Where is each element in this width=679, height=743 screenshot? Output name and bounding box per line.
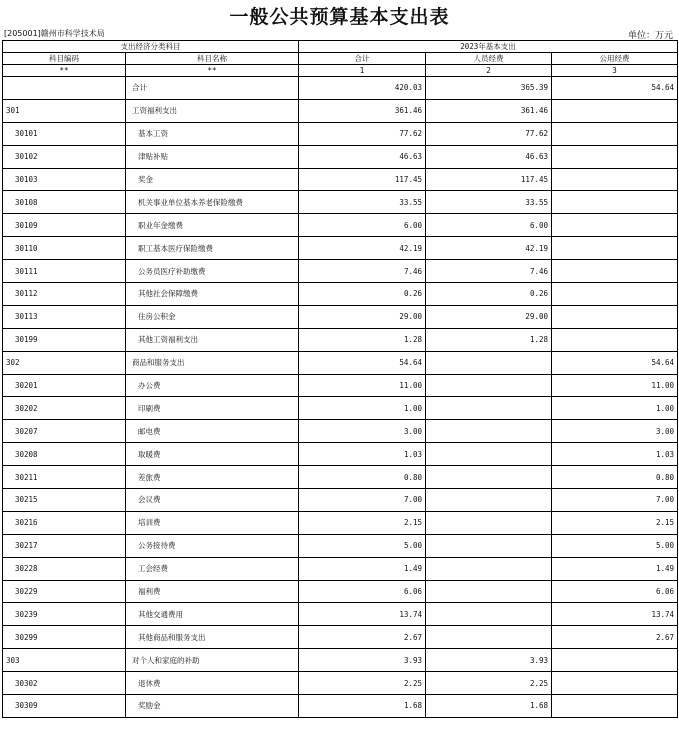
table-row [3,489,678,512]
cell-public: 1.03 [552,443,678,466]
cell-code: 30215 [3,489,126,512]
cell-total: 1.03 [299,443,426,466]
cell-personnel: 33.55 [426,191,552,214]
table-row [3,260,678,283]
cell-total: 1.28 [299,328,426,351]
cell-public [552,99,678,122]
header-group-basic-expenditure: 2023年基本支出 [299,41,678,53]
table-row [3,580,678,603]
cell-personnel [426,420,552,443]
cell-public: 7.00 [552,489,678,512]
cell-code: 30217 [3,534,126,557]
cell-name: 奖励金 [126,695,299,718]
table-row [3,191,678,214]
cell-personnel: 0.26 [426,283,552,306]
cell-name: 培训费 [126,511,299,534]
cell-public [552,649,678,672]
cell-public [552,260,678,283]
cell-personnel [426,397,552,420]
cell-code: 30299 [3,626,126,649]
cell-total: 6.06 [299,580,426,603]
table-row [3,237,678,260]
cell-personnel [426,351,552,374]
cell-personnel: 77.62 [426,122,552,145]
budget-table [2,40,678,718]
cell-public: 1.00 [552,397,678,420]
page-title: 一般公共预算基本支出表 [229,6,450,28]
cell-name: 其他商品和服务支出 [126,626,299,649]
cell-name: 对个人和家庭的补助 [126,649,299,672]
table-row [3,397,678,420]
cell-personnel [426,534,552,557]
cell-personnel: 117.45 [426,168,552,191]
cell-total: 13.74 [299,603,426,626]
cell-public: 0.80 [552,466,678,489]
cell-name: 退休费 [126,672,299,695]
cell-total: 3.93 [299,649,426,672]
cell-public [552,168,678,191]
column-header-personnel: 人员经费 [426,53,552,65]
cell-public: 5.00 [552,534,678,557]
header-group-classification: 支出经济分类科目 [3,41,299,53]
index-total: 1 [299,65,426,77]
cell-name: 工资福利支出 [126,99,299,122]
cell-total: 7.00 [299,489,426,512]
cell-code: 30229 [3,580,126,603]
cell-total: 3.00 [299,420,426,443]
cell-code: 30201 [3,374,126,397]
cell-personnel: 3.93 [426,649,552,672]
table-row [3,626,678,649]
cell-code: 30101 [3,122,126,145]
index-public: 3 [552,65,678,77]
cell-public: 2.67 [552,626,678,649]
cell-public [552,283,678,306]
cell-total: 54.64 [299,351,426,374]
cell-code: 30108 [3,191,126,214]
table-row [3,374,678,397]
cell-total: 2.25 [299,672,426,695]
cell-total: 1.49 [299,557,426,580]
table-row [3,649,678,672]
table-row [3,443,678,466]
table-row [3,328,678,351]
cell-name: 奖金 [126,168,299,191]
cell-name: 会议费 [126,489,299,512]
cell-personnel: 1.68 [426,695,552,718]
cell-code: 30208 [3,443,126,466]
cell-personnel: 2.25 [426,672,552,695]
table-row [3,122,678,145]
table-row [3,511,678,534]
cell-code: 30309 [3,695,126,718]
table-row [3,351,678,374]
table-row [3,305,678,328]
cell-personnel: 6.00 [426,214,552,237]
cell-total: 2.67 [299,626,426,649]
column-header-total: 合计 [299,53,426,65]
column-header-code: 科目编码 [3,53,126,65]
cell-name: 合计 [126,77,299,100]
cell-code [3,77,126,100]
table-row [3,77,678,100]
cell-personnel [426,489,552,512]
cell-public: 3.00 [552,420,678,443]
cell-code: 30109 [3,214,126,237]
index-code: ** [3,65,126,77]
table-row [3,420,678,443]
cell-name: 印刷费 [126,397,299,420]
table-row [3,695,678,718]
table-row [3,603,678,626]
cell-personnel: 361.46 [426,99,552,122]
cell-code: 30111 [3,260,126,283]
cell-personnel [426,443,552,466]
cell-public [552,305,678,328]
cell-total: 420.03 [299,77,426,100]
cell-personnel [426,603,552,626]
cell-public: 54.64 [552,351,678,374]
cell-code: 30102 [3,145,126,168]
cell-name: 公务员医疗补助缴费 [126,260,299,283]
cell-personnel: 29.00 [426,305,552,328]
cell-name: 公务接待费 [126,534,299,557]
cell-personnel: 1.28 [426,328,552,351]
cell-personnel [426,374,552,397]
cell-code: 302 [3,351,126,374]
cell-name: 商品和服务支出 [126,351,299,374]
cell-name: 办公费 [126,374,299,397]
cell-total: 6.00 [299,214,426,237]
cell-total: 46.63 [299,145,426,168]
cell-code: 30112 [3,283,126,306]
cell-code: 303 [3,649,126,672]
cell-public [552,672,678,695]
table-row [3,99,678,122]
cell-name: 取暖费 [126,443,299,466]
column-header-name: 科目名称 [126,53,299,65]
cell-public [552,328,678,351]
cell-code: 301 [3,99,126,122]
cell-total: 2.15 [299,511,426,534]
cell-public: 6.06 [552,580,678,603]
table-row [3,672,678,695]
cell-code: 30211 [3,466,126,489]
cell-total: 117.45 [299,168,426,191]
cell-code: 30207 [3,420,126,443]
cell-code: 30239 [3,603,126,626]
table-row [3,214,678,237]
table-body [3,77,678,718]
cell-public: 54.64 [552,77,678,100]
cell-code: 30216 [3,511,126,534]
table-row [3,283,678,306]
cell-total: 5.00 [299,534,426,557]
cell-total: 11.00 [299,374,426,397]
cell-code: 30228 [3,557,126,580]
cell-personnel: 365.39 [426,77,552,100]
cell-personnel [426,511,552,534]
cell-name: 其他社会保障缴费 [126,283,299,306]
cell-name: 其他工资福利支出 [126,328,299,351]
cell-name: 其他交通费用 [126,603,299,626]
cell-public [552,214,678,237]
cell-name: 机关事业单位基本养老保险缴费 [126,191,299,214]
cell-name: 基本工资 [126,122,299,145]
cell-personnel: 46.63 [426,145,552,168]
cell-public [552,191,678,214]
cell-personnel: 42.19 [426,237,552,260]
cell-total: 42.19 [299,237,426,260]
cell-total: 29.00 [299,305,426,328]
cell-public [552,145,678,168]
cell-name: 差旅费 [126,466,299,489]
cell-personnel: 7.46 [426,260,552,283]
cell-public: 2.15 [552,511,678,534]
organization-label: [205001]赣州市科学技术局 [4,29,105,38]
index-personnel: 2 [426,65,552,77]
cell-public [552,237,678,260]
table-row [3,145,678,168]
cell-total: 1.68 [299,695,426,718]
table-row [3,466,678,489]
cell-name: 工会经费 [126,557,299,580]
cell-public [552,695,678,718]
cell-public: 11.00 [552,374,678,397]
cell-code: 30199 [3,328,126,351]
cell-personnel [426,466,552,489]
table-row [3,557,678,580]
cell-public [552,122,678,145]
table-row [3,168,678,191]
cell-total: 0.26 [299,283,426,306]
cell-code: 30103 [3,168,126,191]
cell-code: 30110 [3,237,126,260]
cell-public: 1.49 [552,557,678,580]
column-header-public: 公用经费 [552,53,678,65]
cell-total: 361.46 [299,99,426,122]
cell-name: 住房公积金 [126,305,299,328]
cell-personnel [426,580,552,603]
cell-total: 7.46 [299,260,426,283]
cell-name: 福利费 [126,580,299,603]
cell-personnel [426,557,552,580]
cell-code: 30202 [3,397,126,420]
unit-label: 单位：万元 [627,31,673,41]
cell-name: 津贴补贴 [126,145,299,168]
cell-code: 30113 [3,305,126,328]
cell-name: 邮电费 [126,420,299,443]
index-name: ** [126,65,299,77]
cell-total: 33.55 [299,191,426,214]
cell-public: 13.74 [552,603,678,626]
cell-name: 职工基本医疗保险缴费 [126,237,299,260]
cell-total: 77.62 [299,122,426,145]
cell-code: 30302 [3,672,126,695]
cell-personnel [426,626,552,649]
table-row [3,534,678,557]
cell-total: 1.00 [299,397,426,420]
cell-name: 职业年金缴费 [126,214,299,237]
cell-total: 0.80 [299,466,426,489]
